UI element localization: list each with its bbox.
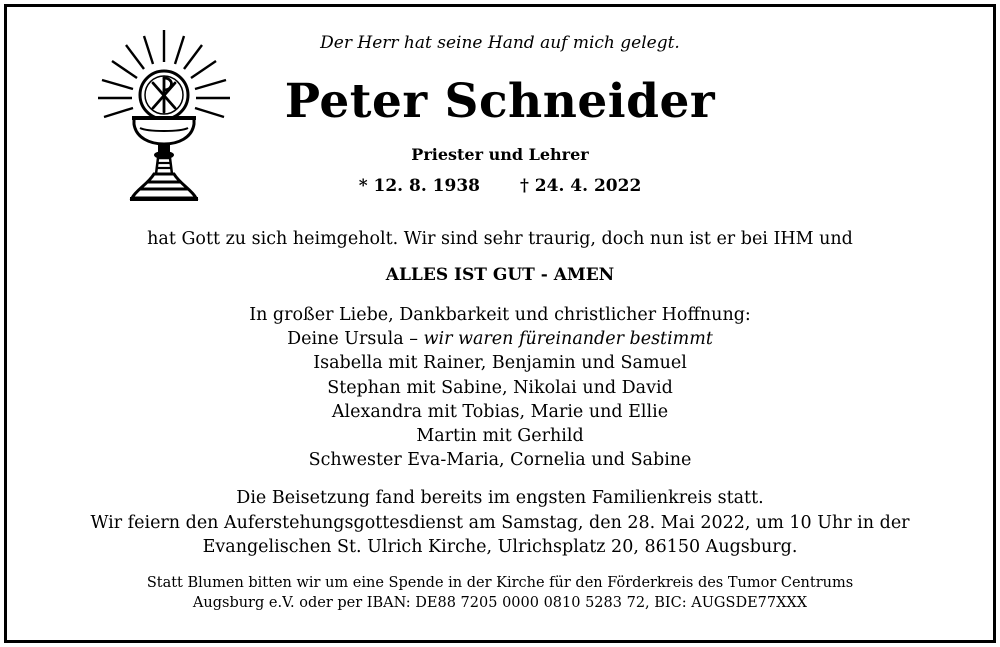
funeral-line: Evangelischen St. Ulrich Kirche, Ulrichsplatz 20, 86150 Augsburg.	[202, 537, 798, 557]
mourner-line: Martin mit Gerhild	[416, 425, 584, 446]
mourners-list	[0, 303, 1000, 472]
intro-text: hat Gott zu sich heimgeholt. Wir sind sehr traurig, doch nun ist er bei IHM und	[147, 229, 853, 249]
donation-line: Statt Blumen bitten wir um eine Spende in der Kirche für den Förderkreis des Tumor Centrums	[146, 575, 854, 591]
mourner-wife-note: wir waren füreinander bestimmt	[423, 329, 713, 350]
birth-date: * 12. 8. 1938	[358, 176, 480, 196]
deceased-role: Priester und Lehrer	[411, 145, 589, 164]
life-dates	[0, 176, 1000, 196]
amen-line: ALLES IST GUT - AMEN	[385, 265, 615, 285]
mourner-line: Stephan mit Sabine, Nikolai und David	[327, 377, 673, 398]
mourner-line: Schwester Eva-Maria, Cornelia und Sabine	[308, 450, 692, 471]
deceased-name: Peter Schneider	[284, 74, 716, 129]
funeral-info	[0, 486, 1000, 560]
donation-line: Augsburg e.V. oder per IBAN: DE88 7205 0000 0810 5283 72, BIC: AUGSDE77XXX	[192, 595, 808, 611]
death-date: † 24. 4. 2022	[520, 176, 642, 196]
bible-motto: Der Herr hat seine Hand auf mich gelegt.	[320, 33, 680, 53]
mourner-wife	[0, 327, 1000, 351]
mourners-intro: In großer Liebe, Dankbarkeit und christlicher Hoffnung:	[249, 305, 751, 325]
donation-info	[0, 573, 1000, 613]
funeral-line: Die Beisetzung fand bereits im engsten Familienkreis statt.	[236, 488, 764, 508]
mourner-wife-name: Deine Ursula –	[287, 329, 424, 350]
mourner-line: Alexandra mit Tobias, Marie und Ellie	[331, 401, 669, 422]
mourner-line: Isabella mit Rainer, Benjamin und Samuel	[313, 353, 687, 374]
funeral-line: Wir feiern den Auferstehungsgottesdienst am Samstag, den 28. Mai 2022, um 10 Uhr in der	[90, 512, 910, 533]
